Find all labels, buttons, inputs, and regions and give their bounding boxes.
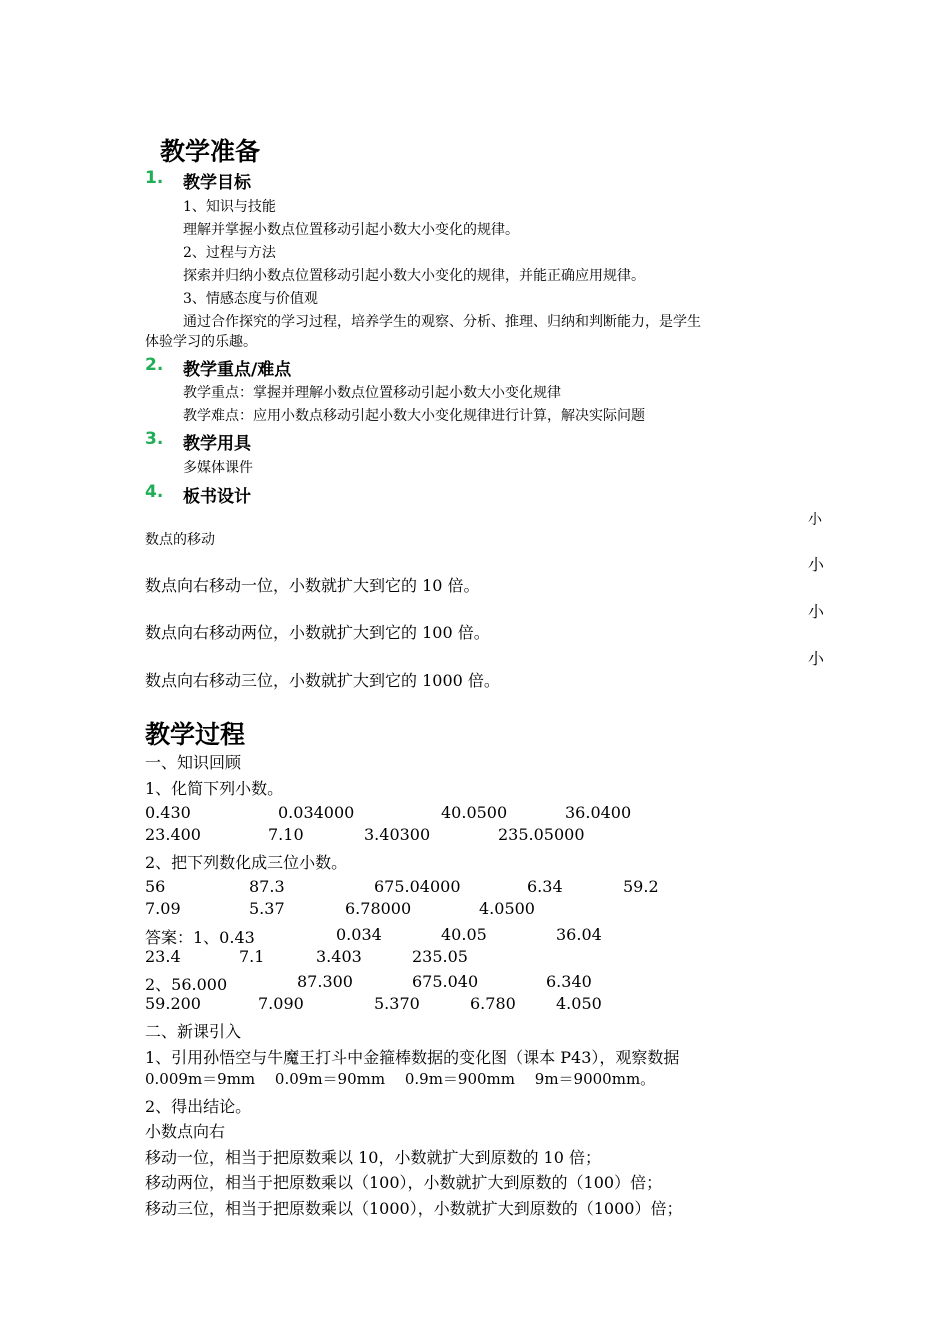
q2-value: 6.78000 [345, 899, 412, 918]
section-3-heading: 教学用具 [183, 434, 251, 454]
answer-value: 675.040 [412, 972, 479, 991]
q2-value: 675.04000 [374, 877, 461, 896]
q1-value: 235.05000 [498, 825, 585, 844]
board-right-char: 小 [808, 555, 825, 574]
goal-line: 3、情感态度与价值观 [183, 291, 318, 307]
board-line: 数点的移动 [145, 532, 215, 548]
question-1: 1、化简下列小数。 [145, 779, 284, 798]
q1-value: 23.400 [145, 825, 201, 844]
intro-line: 0.009m＝9mm 0.09m＝90mm 0.9m＝900mm 9m＝9000mm。 [145, 1070, 656, 1088]
section-1-heading: 教学目标 [183, 173, 251, 193]
q2-value: 56 [145, 877, 166, 896]
answer-value: 59.200 [145, 994, 201, 1013]
intro-line: 2、得出结论。 [145, 1097, 252, 1116]
answer-value: 23.4 [145, 947, 181, 966]
q1-value: 40.0500 [441, 803, 508, 822]
answer-value: 7.1 [239, 947, 265, 966]
section-2-number: 2. [145, 355, 164, 375]
board-line: 数点向右移动三位，小数就扩大到它的 1000 倍。 [145, 671, 500, 690]
answer-value: 5.370 [374, 994, 420, 1013]
answer-value: 40.05 [441, 925, 487, 944]
intro-line: 移动三位，相当于把原数乘以（1000），小数就扩大到原数的（1000）倍； [145, 1199, 683, 1218]
goal-line: 通过合作探究的学习过程，培养学生的观察、分析、推理、归纳和判断能力，是学生 [183, 314, 701, 330]
intro-line: 1、引用孙悟空与牛魔王打斗中金箍棒数据的变化图（课本 P43），观察数据 [145, 1048, 680, 1067]
tools-line: 多媒体课件 [183, 460, 253, 476]
intro-line: 小数点向右 [145, 1122, 226, 1141]
q2-value: 59.2 [623, 877, 659, 896]
process-title: 教学过程 [145, 720, 246, 749]
section-4-number: 4. [145, 482, 164, 502]
section-3-number: 3. [145, 429, 164, 449]
goal-line: 探索并归纳小数点位置移动引起小数大小变化的规律，并能正确应用规律。 [183, 268, 645, 284]
intro-line: 移动一位，相当于把原数乘以 10，小数就扩大到原数的 10 倍； [145, 1148, 601, 1167]
q2-value: 87.3 [249, 877, 285, 896]
q2-value: 6.34 [527, 877, 563, 896]
prep-title: 教学准备 [160, 137, 261, 166]
intro-line: 移动两位，相当于把原数乘以（100），小数就扩大到原数的（100）倍； [145, 1173, 663, 1192]
review-heading: 一、知识回顾 [145, 753, 242, 772]
section-1-number: 1. [145, 168, 164, 188]
board-right-char: 小 [808, 602, 825, 621]
q2-value: 4.0500 [479, 899, 535, 918]
board-right-char: 小 [808, 512, 822, 528]
answer-value: 6.340 [546, 972, 592, 991]
difficulty-line: 教学难点：应用小数点移动引起小数大小变化规律进行计算，解决实际问题 [183, 408, 645, 424]
board-line: 数点向右移动一位，小数就扩大到它的 10 倍。 [145, 576, 480, 595]
q2-value: 7.09 [145, 899, 181, 918]
section-4-heading: 板书设计 [183, 487, 251, 507]
key-point-line: 教学重点：掌握并理解小数点位置移动引起小数大小变化规律 [183, 385, 561, 401]
answer-value: 6.780 [470, 994, 516, 1013]
answer-value: 0.034 [336, 925, 382, 944]
goal-line: 1、知识与技能 [183, 199, 276, 215]
board-right-char: 小 [808, 649, 825, 668]
goal-line: 2、过程与方法 [183, 245, 276, 261]
answer-value: 87.300 [297, 972, 353, 991]
goal-line: 理解并掌握小数点位置移动引起小数大小变化的规律。 [183, 222, 519, 238]
answer-value: 2、56.000 [145, 975, 228, 994]
q1-value: 36.0400 [565, 803, 632, 822]
goal-line: 体验学习的乐趣。 [145, 334, 257, 350]
answer-value: 235.05 [412, 947, 468, 966]
answer-value: 3.403 [316, 947, 362, 966]
q1-value: 0.430 [145, 803, 191, 822]
answer-value: 36.04 [556, 925, 602, 944]
intro-heading: 二、新课引入 [145, 1022, 242, 1041]
q1-value: 3.40300 [364, 825, 431, 844]
question-2: 2、把下列数化成三位小数。 [145, 853, 348, 872]
q1-value: 7.10 [268, 825, 304, 844]
answer-value: 4.050 [556, 994, 602, 1013]
section-2-heading: 教学重点/难点 [183, 360, 292, 380]
answer-value: 7.090 [258, 994, 304, 1013]
q2-value: 5.37 [249, 899, 285, 918]
answer-value: 答案：1、0.43 [145, 928, 255, 947]
board-line: 数点向右移动两位，小数就扩大到它的 100 倍。 [145, 623, 490, 642]
q1-value: 0.034000 [278, 803, 355, 822]
